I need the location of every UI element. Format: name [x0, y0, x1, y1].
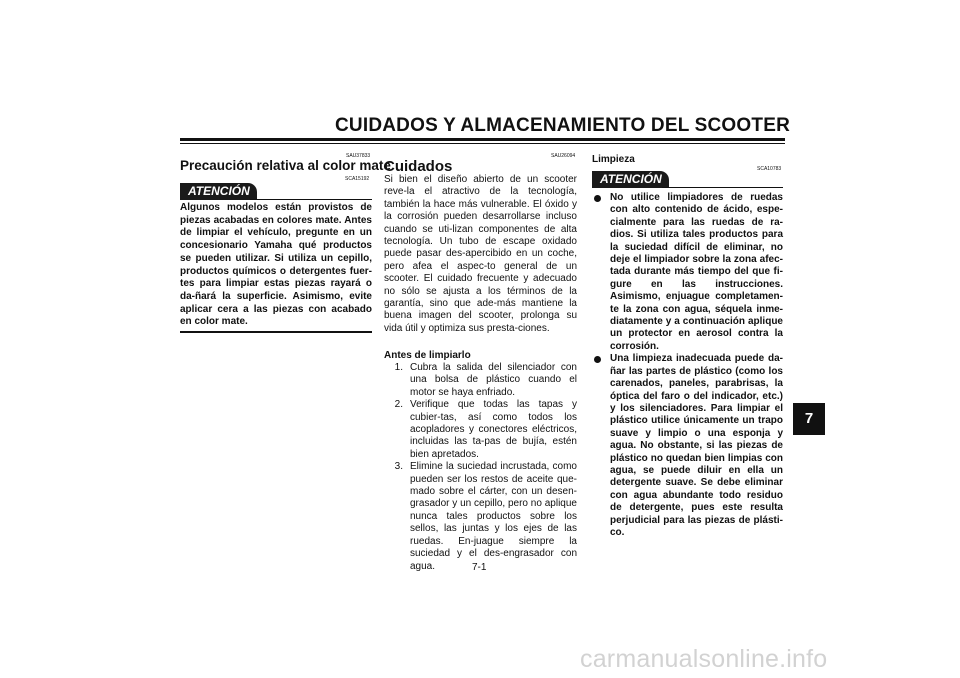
page-title: CUIDADOS Y ALMACENAMIENTO DEL SCOOTER [335, 115, 790, 136]
list-item [592, 192, 783, 353]
list-item [387, 399, 577, 461]
attention-badge: ATENCIÓN [592, 171, 669, 188]
steps-block [387, 362, 577, 573]
step-number: 3. [394, 461, 403, 473]
bullet-icon [594, 356, 601, 363]
attention-rule [250, 199, 372, 200]
list-item [387, 362, 577, 399]
attention-text-block [180, 202, 372, 329]
section-heading-matte: Precaución relativa al color mate [180, 158, 391, 173]
step-text: Verifique que todas las tapas y cubier-tas, así como todos los acopladores y conectores eléctricos, incluidas las ta-pas de bujía, estén bien apretados. [410, 399, 577, 460]
attention-code: SCA10783 [757, 166, 782, 172]
attention-code: SCA15192 [345, 176, 370, 182]
care-intro: Si bien el diseño abierto de un scooter reve-la el atractivo de la tecnología, también la hace más vulnerable. El óxido y la corrosión pueden desarrollarse incluso cuando se uti-lizan componentes de alta tecnología. Un tubo de escape oxidado puede pasar des-apercibido en un coche, pero afea el aspec-to general de un scooter. El cuidado frecuente y adecuado no sólo se ajusta a los términos de la garantía, sino que ade-más mantiene la buena imagen del scooter, prolonga su vida útil y optimiza sus presta-ciones. [384, 174, 577, 334]
watermark: carmanualsonline.info [580, 645, 828, 673]
attention-text: Algunos modelos están provistos de piezas acabadas en colores mate. Antes de limpiar el vehículo, pregunte en un concesionario Yamaha qué productos se pueden utilizar. Si utiliza un cepillo, productos químicos o detergentes fuer-tes para limpiar estas piezas rayará o da-ñará la superficie. Asimismo, evite aplicar cera a las piezas con acabado en color mate. [180, 202, 372, 328]
subheading-before-cleaning: Antes de limpiarlo [384, 350, 471, 361]
section-code: SAU26094 [551, 153, 576, 159]
section-code: SAU37833 [346, 153, 371, 159]
attention-badge: ATENCIÓN [180, 183, 257, 200]
list-item [592, 353, 783, 539]
attention-end-rule [180, 331, 372, 333]
section-heading-cleaning: Limpieza [592, 154, 635, 165]
step-number: 2. [394, 399, 403, 411]
step-text: Cubra la salida del silenciador con una bolsa de plástico cuando el motor se haya enfriado. [410, 362, 577, 398]
cleaning-bullets [592, 192, 783, 539]
care-intro-block [384, 174, 577, 335]
bullet-icon [594, 195, 601, 202]
chapter-tab[interactable]: 7 [793, 403, 825, 435]
section-heading-care: Cuidados [384, 158, 453, 175]
steps-list [387, 362, 577, 573]
list-item [387, 461, 577, 573]
step-number: 1. [394, 362, 403, 373]
attention-rule [662, 187, 783, 188]
title-rule-thin [180, 143, 785, 144]
cleaning-bullets-block [592, 192, 783, 539]
title-rule [180, 138, 785, 141]
page-number: 7-1 [472, 562, 487, 573]
bullet-text: No utilice limpiadores de ruedas con alto contenido de ácido, espe-cialmente para las ruedas de ra-dios. Si utiliza tales productos para la suciedad difícil de eliminar, no deje el limpiador sobre la zona afec-tada durante más tiempo del que fi-gure en las instrucciones. Asimismo, enjuague completamen-te la zona con agua, séquela inme-diatamente y a continuación aplique un protector en aerosol contra la corrosión. [610, 192, 783, 352]
bullet-text: Una limpieza inadecuada puede da-ñar las partes de plástico (como los carenados, paneles, parabrisas, la óptica del faro o del indicador, etc.) y los silenciadores. Para limpiar el plástico utilice únicamente un trapo suave y limpio o una esponja y agua. No obstante, si las piezas de plástico no quedan bien limpias con agua, se puede diluir en ella un detergente suave. Se debe eliminar con agua abundante todo residuo de detergente, pues este resulta perjudicial para las piezas de plásti-co. [610, 353, 783, 538]
step-text: Elimine la suciedad incrustada, como pueden ser los restos de aceite que-mado sobre el cárter, con un desen-grasador y un cepillo, pero no aplique nunca tales productos sobre los sellos, las juntas y los ejes de las ruedas. En-juague siempre la suciedad y el des-engrasador con agua. [410, 461, 577, 572]
